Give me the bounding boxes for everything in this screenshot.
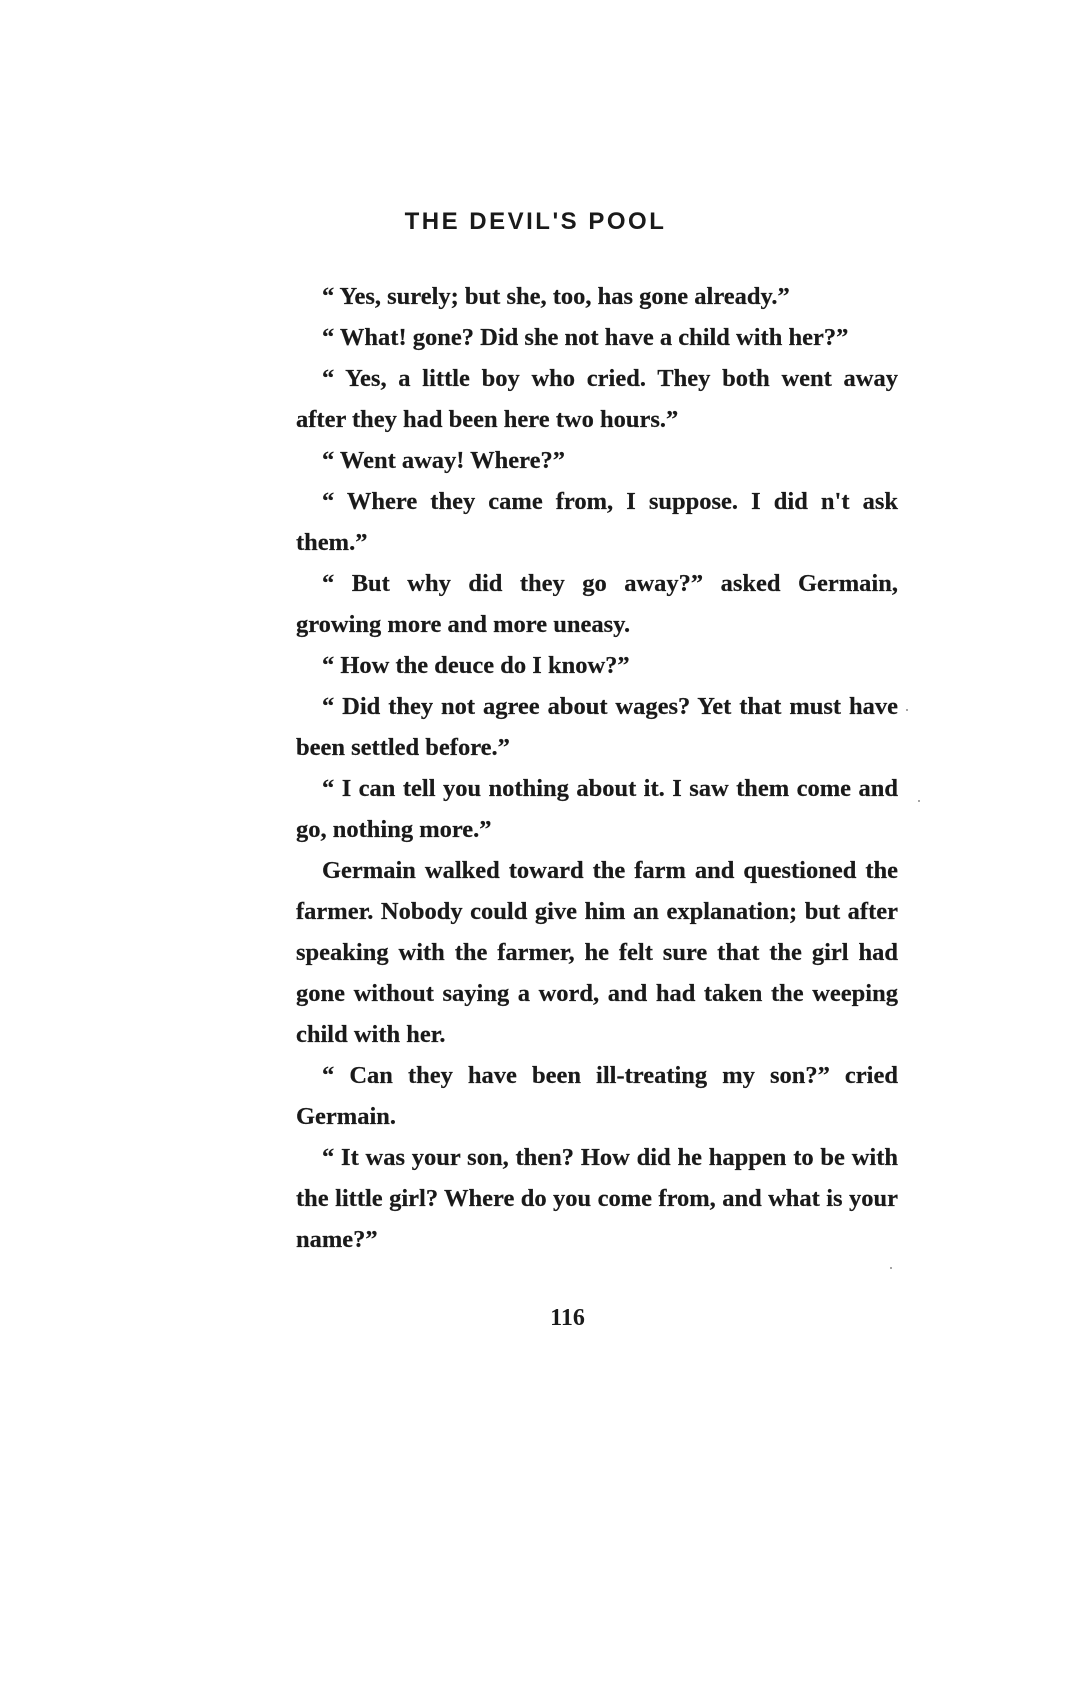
paragraph: “ Did they not agree about wages? Yet that must have been settled before.” <box>296 693 898 761</box>
paragraph: Germain walked toward the farm and questioned the farmer. Nobody could give him an explanation; but after speaking with the farmer, he felt sure that the girl had gone without saying a word, and had taken the weeping child with her. <box>296 857 898 1048</box>
paragraph: “ I can tell you nothing about it. I saw them come and go, nothing more.” <box>296 775 898 843</box>
paragraph: “ Yes, a little boy who cried. They both went away after they had been here two hours.” <box>296 365 898 433</box>
print-speck <box>890 1267 892 1269</box>
paragraph: “ How the deuce do I know?” <box>322 652 630 679</box>
paragraph: “ But why did they go away?” asked Germain, growing more and more uneasy. <box>296 570 898 638</box>
print-speck <box>906 709 908 711</box>
body-text <box>296 276 898 1260</box>
page-number: 116 <box>550 1305 585 1331</box>
paragraph: “ Where they came from, I suppose. I did n't ask them.” <box>296 488 898 556</box>
paragraph: “ It was your son, then? How did he happen to be with the little girl? Where do you come from, and what is your name?” <box>296 1144 898 1253</box>
paragraph: “ What! gone? Did she not have a child with her?” <box>322 324 849 351</box>
running-head: THE DEVIL'S POOL <box>404 208 667 235</box>
paragraph: “ Yes, surely; but she, too, has gone already.” <box>322 283 790 310</box>
paragraph: “ Went away! Where?” <box>322 447 565 474</box>
paragraph: “ Can they have been ill-treating my son?” cried Germain. <box>296 1062 898 1130</box>
print-speck <box>918 800 920 802</box>
